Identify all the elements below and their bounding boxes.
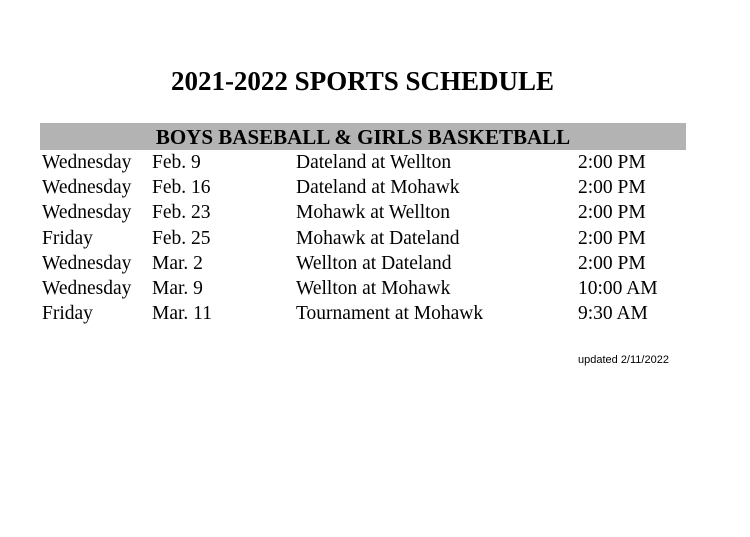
row-time: 2:00 PM — [578, 152, 646, 173]
row-time: 2:00 PM — [578, 177, 646, 199]
page-title: 2021-2022 SPORTS SCHEDULE — [170, 66, 555, 96]
row-date: Feb. 25 — [152, 227, 211, 249]
row-game: Dateland at Wellton — [296, 152, 452, 173]
schedule-row — [42, 251, 682, 276]
row-game: Mohawk at Dateland — [296, 227, 460, 249]
row-game: Dateland at Mohawk — [296, 177, 460, 199]
schedule-table — [42, 150, 682, 326]
row-time: 2:00 PM — [578, 202, 646, 224]
schedule-row — [42, 175, 682, 200]
row-day: Wednesday — [42, 252, 132, 274]
row-date: Feb. 23 — [152, 202, 211, 224]
row-game: Wellton at Dateland — [296, 252, 452, 274]
row-date: Feb. 16 — [152, 177, 211, 199]
updated-note: updated 2/11/2022 — [578, 354, 669, 366]
row-game: Mohawk at Wellton — [296, 202, 451, 224]
row-time: 9:30 AM — [578, 303, 648, 325]
row-date: Mar. 11 — [152, 303, 212, 325]
row-time: 2:00 PM — [578, 227, 646, 249]
schedule-row — [42, 200, 682, 225]
row-game: Tournament at Mohawk — [296, 303, 484, 325]
schedule-row — [42, 276, 682, 301]
row-game: Wellton at Mohawk — [296, 277, 451, 299]
schedule-row — [42, 150, 682, 175]
row-day: Friday — [42, 227, 93, 249]
row-day: Wednesday — [42, 277, 132, 299]
section-header: BOYS BASEBALL & GIRLS BASKETBALL — [40, 123, 686, 150]
row-day: Wednesday — [42, 202, 132, 224]
row-day: Friday — [42, 303, 93, 325]
row-time: 2:00 PM — [578, 252, 646, 274]
schedule-row — [42, 301, 682, 326]
schedule-row — [42, 226, 682, 251]
row-date: Feb. 9 — [152, 152, 201, 173]
row-day: Wednesday — [42, 177, 132, 199]
row-date: Mar. 9 — [152, 277, 203, 299]
row-time: 10:00 AM — [578, 277, 658, 299]
row-day: Wednesday — [42, 152, 132, 173]
row-date: Mar. 2 — [152, 252, 203, 274]
